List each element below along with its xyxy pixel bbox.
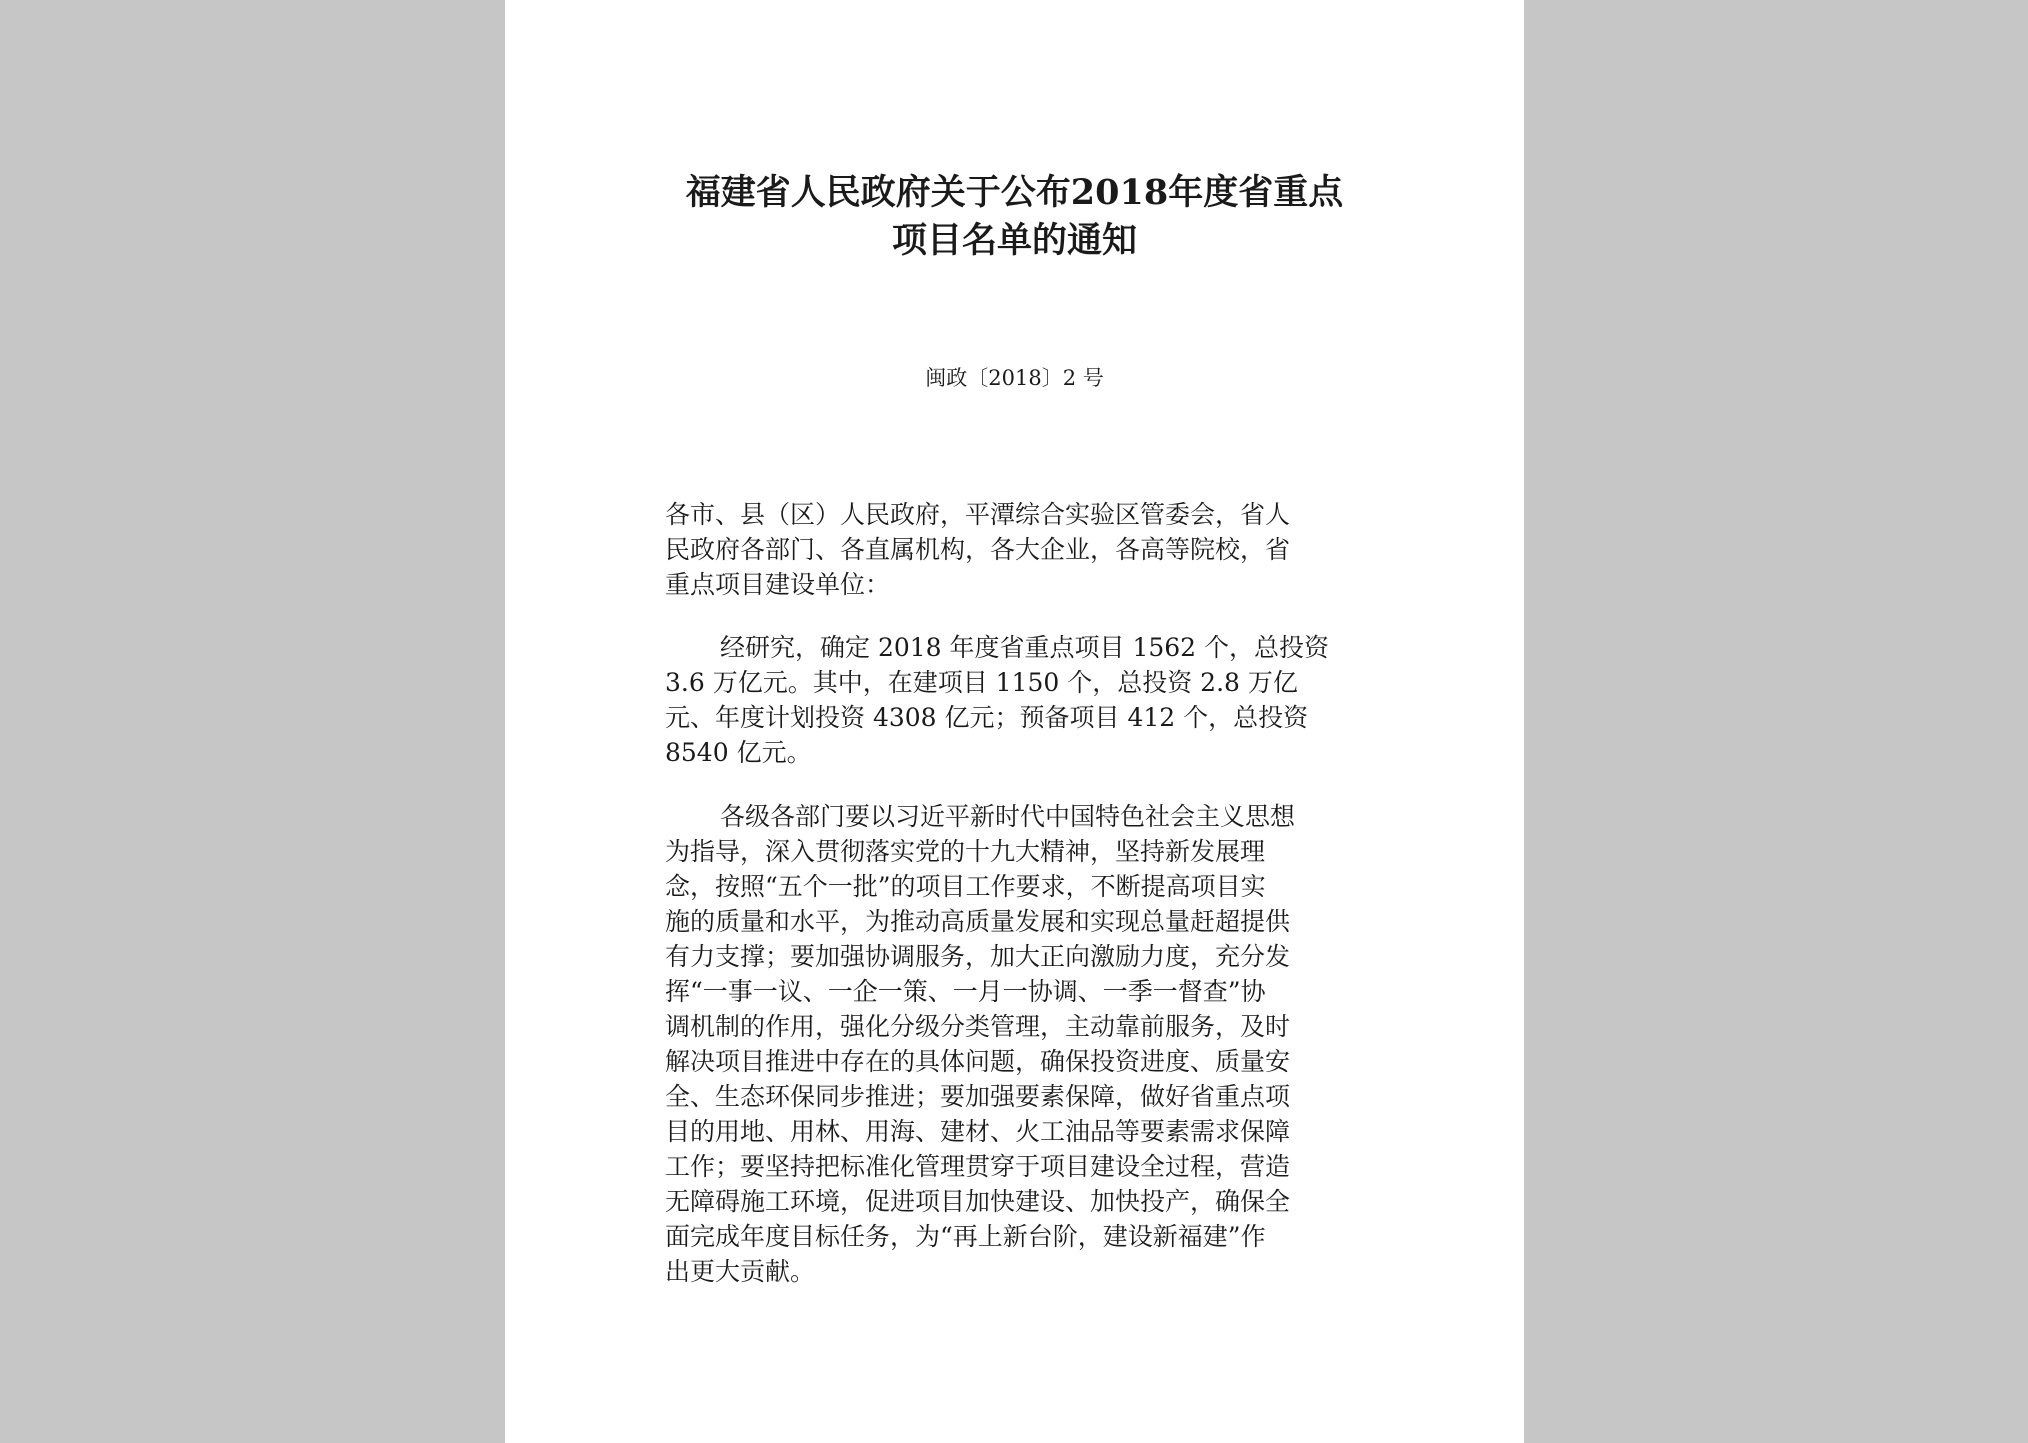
paragraph-3-line-14: 出更大贡献。 (665, 1257, 816, 1286)
paragraph-3-line-11: 工作；要坚持把标准化管理贯穿于项目建设全过程，营造 (665, 1152, 1291, 1181)
paragraph-3-line-4: 施的质量和水平，为推动高质量发展和实现总量赶超提供 (665, 907, 1291, 936)
paragraph-3-line-5: 有力支撑；要加强协调服务，加大正向激励力度，充分发 (665, 942, 1291, 971)
document-number: 闽政〔2018〕2 号 (925, 366, 1104, 390)
paragraph-3-line-13: 面完成年度目标任务，为“再上新台阶，建设新福建”作 (665, 1222, 1266, 1251)
addressee-line-2: 民政府各部门、各直属机构，各大企业，各高等院校，省 (665, 535, 1291, 564)
paragraph-3-line-3: 念，按照“五个一批”的项目工作要求，不断提高项目实 (665, 872, 1266, 901)
paragraph-2-line-4: 8540 亿元。 (665, 738, 812, 767)
paragraph-2-line-1: 经研究，确定 2018 年度省重点项目 1562 个，总投资 (720, 633, 1330, 662)
document-page (505, 0, 1524, 1443)
document-title-line-1: 福建省人民政府关于公布2018年度省重点 (685, 172, 1344, 213)
paragraph-3-line-6: 挥“一事一议、一企一策、一月一协调、一季一督查”协 (665, 977, 1266, 1006)
paragraph-3-line-2: 为指导，深入贯彻落实党的十九大精神，坚持新发展理 (665, 837, 1266, 866)
addressee-line-3: 重点项目建设单位： (665, 570, 891, 599)
addressee-line-1: 各市、县（区）人民政府，平潭综合实验区管委会，省人 (665, 500, 1291, 529)
paragraph-3-line-12: 无障碍施工环境，促进项目加快建设、加快投产，确保全 (665, 1187, 1291, 1216)
paragraph-3-line-7: 调机制的作用，强化分级分类管理，主动靠前服务，及时 (665, 1012, 1291, 1041)
paragraph-3-line-1: 各级各部门要以习近平新时代中国特色社会主义思想 (720, 802, 1296, 831)
paragraph-3-line-9: 全、生态环保同步推进；要加强要素保障，做好省重点项 (665, 1082, 1291, 1111)
paragraph-3-line-8: 解决项目推进中存在的具体问题，确保投资进度、质量安 (665, 1047, 1291, 1076)
paragraph-2-line-2: 3.6 万亿元。其中，在建项目 1150 个，总投资 2.8 万亿 (665, 668, 1298, 697)
paragraph-3-line-10: 目的用地、用林、用海、建材、火工油品等要素需求保障 (665, 1117, 1291, 1146)
document-title-line-2: 项目名单的通知 (891, 220, 1137, 261)
paragraph-2-line-3: 元、年度计划投资 4308 亿元；预备项目 412 个，总投资 (665, 703, 1309, 732)
